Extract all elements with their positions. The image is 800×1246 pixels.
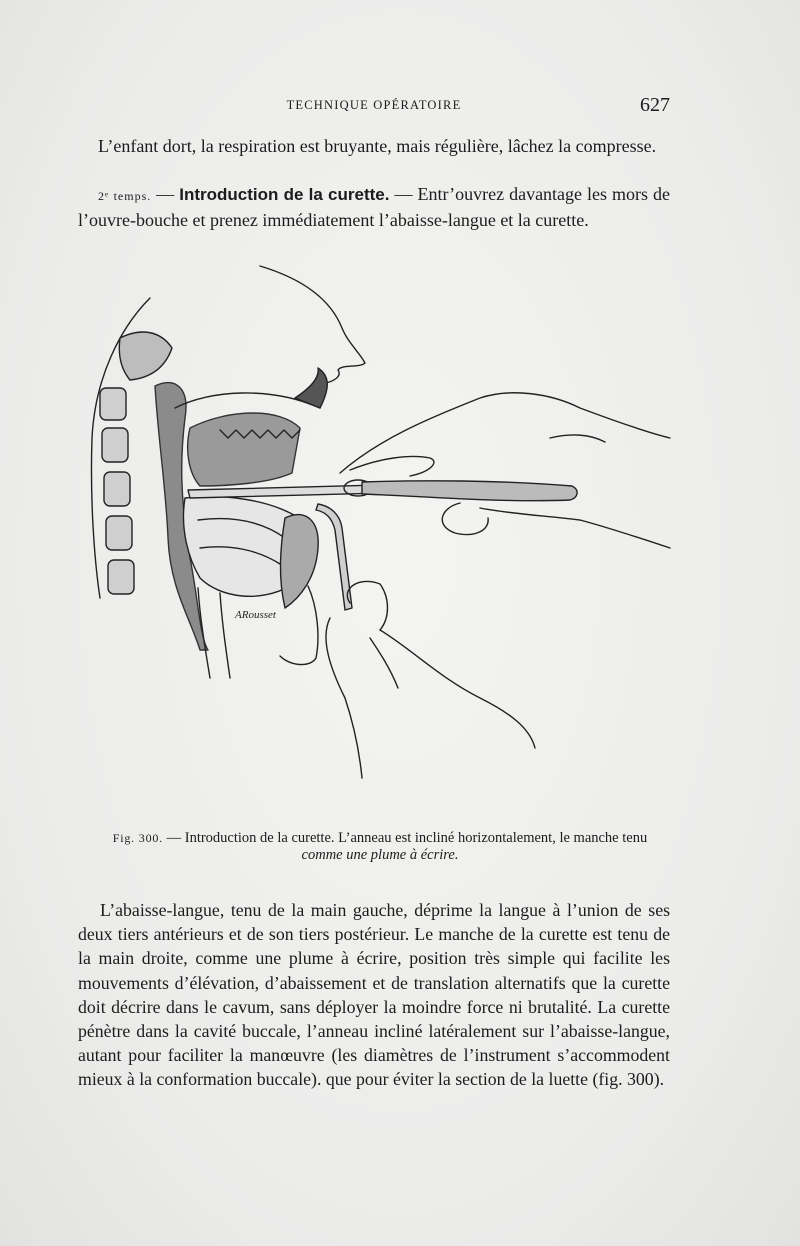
trachea-right — [220, 593, 230, 678]
vertebra-4 — [106, 516, 132, 550]
skull-base — [119, 332, 172, 380]
upper-hand-top — [340, 393, 670, 473]
lower-hand-thumb — [347, 581, 387, 630]
upper-hand-thumb — [350, 457, 434, 477]
upper-hand-bottom — [480, 508, 670, 548]
mandible — [280, 515, 318, 608]
upper-hand-knuckle — [550, 435, 605, 442]
caption-text: — Introduction de la curette. L’anneau est incliné horizontalement, le manche tenu — [162, 830, 648, 846]
step-heading: Introduction de la curette. — [179, 185, 390, 204]
oral-cavity — [188, 413, 300, 486]
curette-shaft — [316, 504, 352, 610]
lower-hand-right — [380, 630, 535, 748]
step-label: 2ᵉ temps. — [98, 189, 152, 203]
page-header — [78, 96, 670, 120]
running-title: TECHNIQUE OPÉRATOIRE — [286, 98, 462, 112]
lower-hand-crease — [370, 638, 398, 688]
paragraph-3: L’abaisse-langue, tenu de la main gauche, déprime la langue à l’union de ses deux tiers antérieurs et de son tiers postérieur. Le manche de la curette est tenu de la main droite, comme une plume à écrire, position très simple qui facilite les mouvements d’élévation, d’abaissement et de translation alternatifs que la curette doit décrire dans le cavum, sans déployer la moindre force ni brutalité. La curette pénètre dans la cavité buccale, l’anneau incliné latéralement sur l’abaisse-langue, autant pour faciliter la manœuvre (les diamètres de l’instrument s’accommodent mieux à la conformation buccale). que pour éviter la section de la luette (fig. 300). — [78, 900, 670, 1090]
anatomical-figure — [80, 258, 680, 818]
vertebra-2 — [102, 428, 128, 462]
figure-illustration — [80, 258, 680, 818]
figure-caption — [100, 830, 660, 864]
artist-signature: ARousset — [235, 609, 276, 621]
page-number: 627 — [640, 94, 670, 116]
caption-italic: comme une plume à écrire. — [301, 847, 459, 863]
vertebra-5 — [108, 560, 134, 594]
paragraph-1: L’enfant dort, la respiration est bruyante, mais régulière, lâchez la compresse. — [98, 136, 657, 156]
caption-label: Fig. 300. — [112, 831, 163, 845]
vertebra-1 — [100, 388, 126, 420]
instrument-handle — [362, 481, 577, 501]
vertebra-3 — [104, 472, 130, 506]
step-body: — Entr’ouvrez davantage les mors de l’ouvre-bouche et prenez immédiatement l’abaisse-langue et la curette. — [78, 184, 670, 230]
step-dash: — — [151, 184, 180, 204]
lower-hand-left — [326, 618, 362, 778]
paragraph-2 — [78, 182, 670, 232]
nostril-hair — [295, 368, 327, 408]
